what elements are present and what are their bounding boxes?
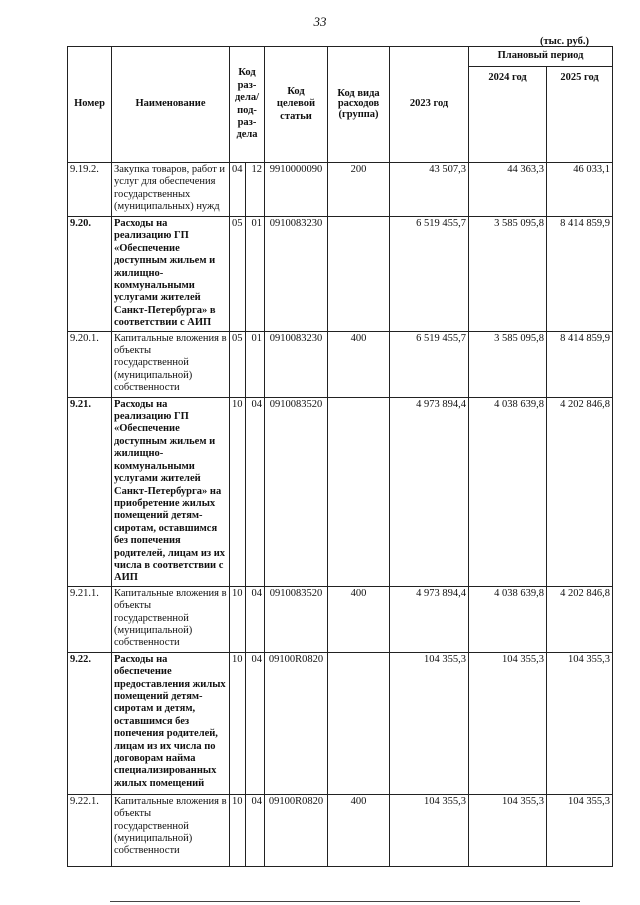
- row-kind: [328, 652, 390, 794]
- row-kind: 400: [328, 586, 390, 652]
- row-name: Закупка товаров, работ и услуг для обеспечения государственных (муниципальных) нужд: [112, 163, 230, 217]
- row-2024: 3 585 095,8: [469, 217, 547, 332]
- row-section: 10: [230, 794, 246, 866]
- row-2025: 8 414 859,9: [547, 217, 613, 332]
- row-kind: [328, 397, 390, 586]
- row-2025: 104 355,3: [547, 794, 613, 866]
- row-number: 9.21.1.: [68, 586, 112, 652]
- table-row: [68, 652, 613, 794]
- row-2023: 43 507,3: [390, 163, 469, 217]
- row-number: 9.20.: [68, 217, 112, 332]
- units-label: (тыс. руб.): [540, 36, 589, 47]
- row-target: 0910083520: [265, 397, 328, 586]
- row-subsection: 04: [246, 586, 265, 652]
- row-section: 04: [230, 163, 246, 217]
- row-kind: 200: [328, 163, 390, 217]
- row-2024: 104 355,3: [469, 652, 547, 794]
- header-kind: Код вида расходов (группа): [328, 47, 390, 163]
- row-2023: 104 355,3: [390, 794, 469, 866]
- header-section: Код раз-дела/ под-раз-дела: [230, 47, 265, 163]
- header-name: Наименование: [112, 47, 230, 163]
- row-2024: 104 355,3: [469, 794, 547, 866]
- table-row: [68, 331, 613, 397]
- row-2023: 4 973 894,4: [390, 586, 469, 652]
- table-row: [68, 397, 613, 586]
- row-kind: 400: [328, 331, 390, 397]
- row-subsection: 01: [246, 331, 265, 397]
- page-number: 33: [313, 14, 327, 29]
- row-section: 05: [230, 331, 246, 397]
- row-subsection: 04: [246, 794, 265, 866]
- row-section: 10: [230, 652, 246, 794]
- header-plan-period: Плановый период: [469, 47, 613, 67]
- header-target: Код целевой статьи: [265, 47, 328, 163]
- row-subsection: 04: [246, 652, 265, 794]
- row-section: 05: [230, 217, 246, 332]
- table-row: [68, 794, 613, 866]
- row-name: Расходы на реализацию ГП «Обеспечение доступным жильем и жилищно-коммунальными услугами жителей Санкт-Петербурга» на приобретение жилых помещений детям-сиротам, оставшимся без попечения родителей, лицам из их числа в соответствии с АИП: [112, 397, 230, 586]
- table-row: [68, 217, 613, 332]
- row-2023: 6 519 455,7: [390, 331, 469, 397]
- row-2025: 4 202 846,8: [547, 586, 613, 652]
- row-target: 0910083230: [265, 331, 328, 397]
- row-name: Расходы на реализацию ГП «Обеспечение доступным жильем и жилищно-коммунальными услугами жителей Санкт-Петербурга» в соответствии с АИП: [112, 217, 230, 332]
- row-2025: 104 355,3: [547, 652, 613, 794]
- row-2024: 4 038 639,8: [469, 397, 547, 586]
- row-number: 9.22.: [68, 652, 112, 794]
- row-2023: 104 355,3: [390, 652, 469, 794]
- row-2024: 44 363,3: [469, 163, 547, 217]
- row-name: Капитальные вложения в объекты государственной (муниципальной) собственности: [112, 586, 230, 652]
- header-number: Номер: [68, 47, 112, 163]
- row-section: 10: [230, 397, 246, 586]
- row-2025: 4 202 846,8: [547, 397, 613, 586]
- header-year-2024: 2024 год: [469, 67, 547, 163]
- row-2023: 6 519 455,7: [390, 217, 469, 332]
- row-subsection: 12: [246, 163, 265, 217]
- row-2023: 4 973 894,4: [390, 397, 469, 586]
- header-year-2023: 2023 год: [390, 47, 469, 163]
- row-name: Капитальные вложения в объекты государственной (муниципальной) собственности: [112, 794, 230, 866]
- row-2025: 8 414 859,9: [547, 331, 613, 397]
- row-name: Расходы на обеспечение предоставления жилых помещений детям-сиротам и детям, оставшимся без попечения родителей, лицам из их числа по договорам найма специализированных жилых помещений: [112, 652, 230, 794]
- row-target: 09100R0820: [265, 794, 328, 866]
- row-kind: 400: [328, 794, 390, 866]
- row-subsection: 04: [246, 397, 265, 586]
- row-2025: 46 033,1: [547, 163, 613, 217]
- row-2024: 3 585 095,8: [469, 331, 547, 397]
- row-number: 9.20.1.: [68, 331, 112, 397]
- row-kind: [328, 217, 390, 332]
- row-number: 9.21.: [68, 397, 112, 586]
- row-target: 0910083520: [265, 586, 328, 652]
- table-row: [68, 163, 613, 217]
- row-target: 09100R0820: [265, 652, 328, 794]
- row-section: 10: [230, 586, 246, 652]
- row-subsection: 01: [246, 217, 265, 332]
- footer-rule: [110, 901, 580, 902]
- row-number: 9.19.2.: [68, 163, 112, 217]
- row-target: 0910083230: [265, 217, 328, 332]
- row-2024: 4 038 639,8: [469, 586, 547, 652]
- budget-table: [67, 46, 613, 867]
- header-year-2025: 2025 год: [547, 67, 613, 163]
- table-row: [68, 586, 613, 652]
- row-name: Капитальные вложения в объекты государственной (муниципальной) собственности: [112, 331, 230, 397]
- row-target: 9910000090: [265, 163, 328, 217]
- row-number: 9.22.1.: [68, 794, 112, 866]
